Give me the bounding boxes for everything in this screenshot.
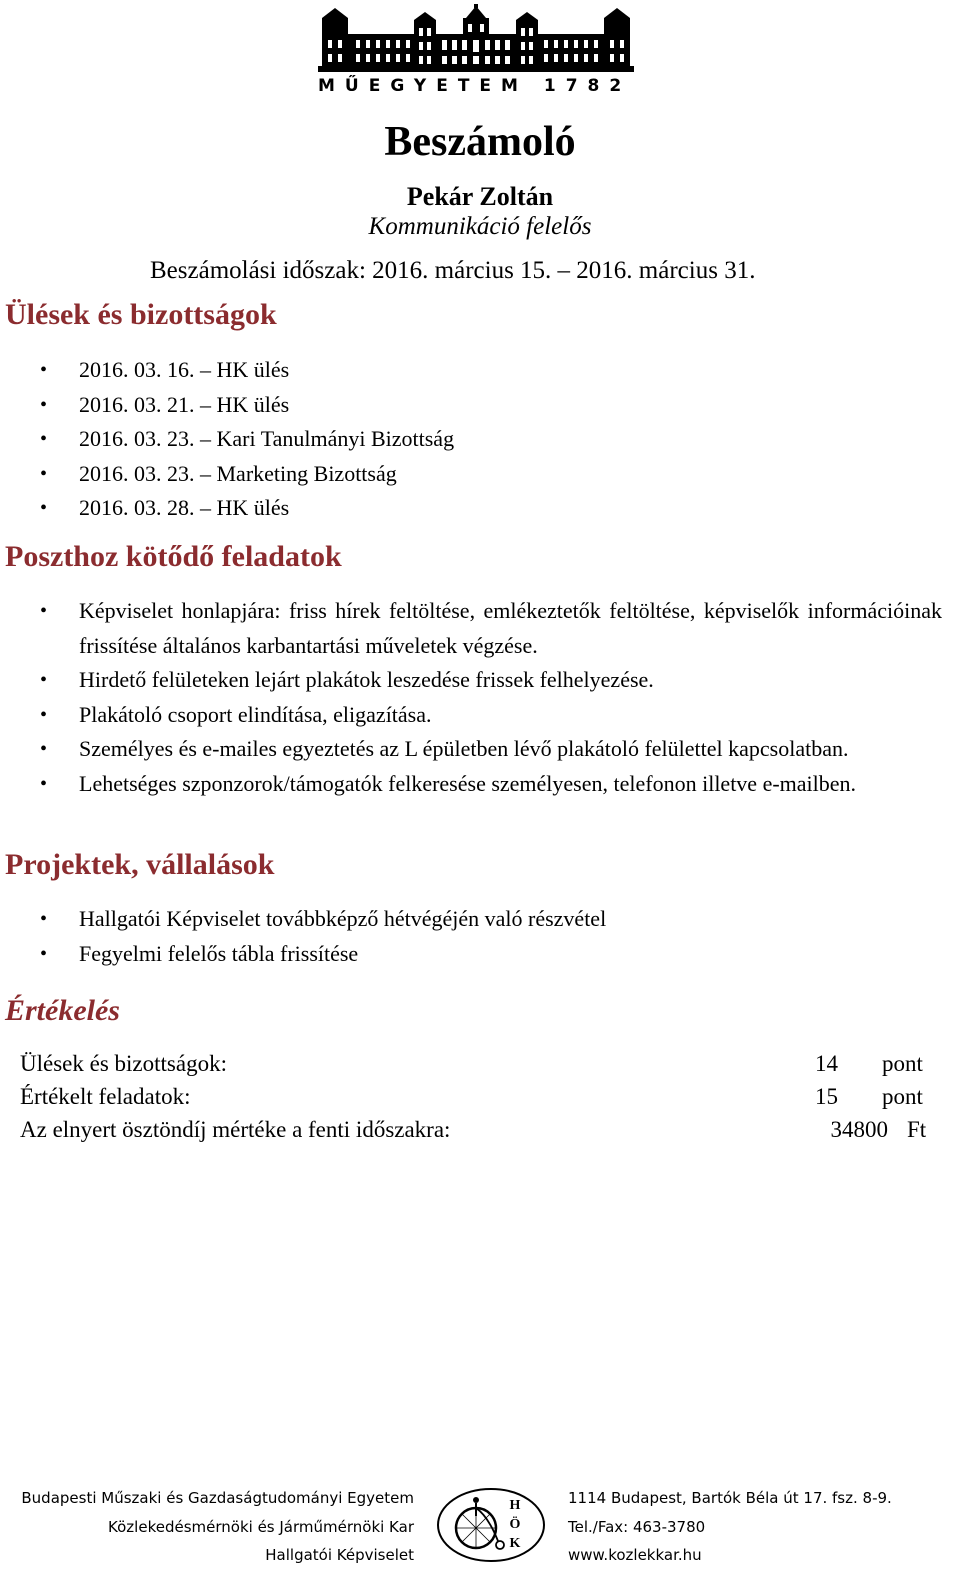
list-item: • Hirdető felületeken lejárt plakátok leszedése frissek felhelyezése. [40,663,942,698]
list-item: • Lehetséges szponzorok/támogatók felkeresése személyesen, telefonon illetve e-mailben. [40,767,942,802]
list-item: • Személyes és e-mailes egyeztetés az L épületben lévő plakátoló felülettel kapcsolatban. [40,732,942,767]
hok-letters [508,1496,522,1553]
evaluation-label: Ülések és bizottságok: [20,1051,227,1076]
page-title: Beszámoló [384,119,576,165]
projects-list [40,902,942,971]
penny-farthing-icon [436,1486,546,1564]
hok-letter: H [509,1498,521,1513]
evaluation-row [20,1047,930,1080]
evaluation-unit: pont [882,1084,923,1109]
evaluation-table [20,1047,930,1146]
footer-website[interactable]: www.kozlekkar.hu [568,1546,702,1564]
tasks-list [40,594,942,801]
hok-letter: K [509,1536,521,1551]
logo-text: MŰEGYETEM 1782 [318,76,632,96]
evaluation-label: Az elnyert ösztöndíj mértéke a fenti időszakra: [20,1117,451,1142]
footer-line: Közlekedésmérnöki és Járműmérnöki Kar [108,1517,414,1536]
footer-line: Budapesti Műszaki és Gazdaságtudományi Egyetem [21,1489,414,1507]
list-item: • 2016. 03. 23. – Kari Tanulmányi Bizottság [40,422,942,457]
list-item: • Hallgatói Képviselet továbbképző hétvégéjén való részvétel [40,902,942,937]
list-item: • 2016. 03. 28. – HK ülés [40,491,942,526]
footer-institution [21,1484,414,1570]
evaluation-unit: Ft [907,1117,927,1142]
university-building-icon [318,4,634,74]
list-item: • Plakátoló csoport elindítása, eligazítása. [40,698,942,733]
muegyetem-logo [318,4,634,96]
footer-phone: Tel./Fax: 463-3780 [568,1517,706,1536]
list-item: • Fegyelmi felelős tábla frissítése [40,937,942,972]
evaluation-value: 34800 [830,1117,888,1142]
footer-contact [568,1484,892,1570]
list-item: • 2016. 03. 21. – HK ülés [40,388,942,423]
footer-line: Hallgatói Képviselet [265,1546,414,1564]
report-period: Beszámolási időszak: 2016. március 15. – 2016. március 31. [150,257,756,284]
section-title-projects: Projektek, vállalások [5,848,275,881]
meetings-list [40,353,942,526]
hok-letter: Ö [509,1517,521,1532]
evaluation-unit: pont [882,1051,923,1076]
evaluation-value: 15 [815,1084,838,1109]
author-name: Pekár Zoltán [406,182,554,211]
list-item: • 2016. 03. 16. – HK ülés [40,353,942,388]
section-title-tasks: Poszthoz kötődő feladatok [5,540,342,573]
section-title-meetings: Ülések és bizottságok [5,298,277,331]
list-item: • 2016. 03. 23. – Marketing Bizottság [40,457,942,492]
evaluation-label: Értékelt feladatok: [20,1084,191,1109]
hok-logo [436,1486,546,1564]
evaluation-row [20,1080,930,1113]
footer-address: 1114 Budapest, Bartók Béla út 17. fsz. 8-9. [568,1489,892,1507]
list-item: • Képviselet honlapjára: friss hírek feltöltése, emlékeztetők feltöltése, képviselők információinak frissítése általános karbantartási műveletek végzése. [40,594,942,663]
evaluation-value: 14 [815,1051,838,1076]
author-role: Kommunikáció felelős [368,213,592,240]
section-title-evaluation: Értékelés [5,994,120,1027]
evaluation-row [20,1113,930,1146]
